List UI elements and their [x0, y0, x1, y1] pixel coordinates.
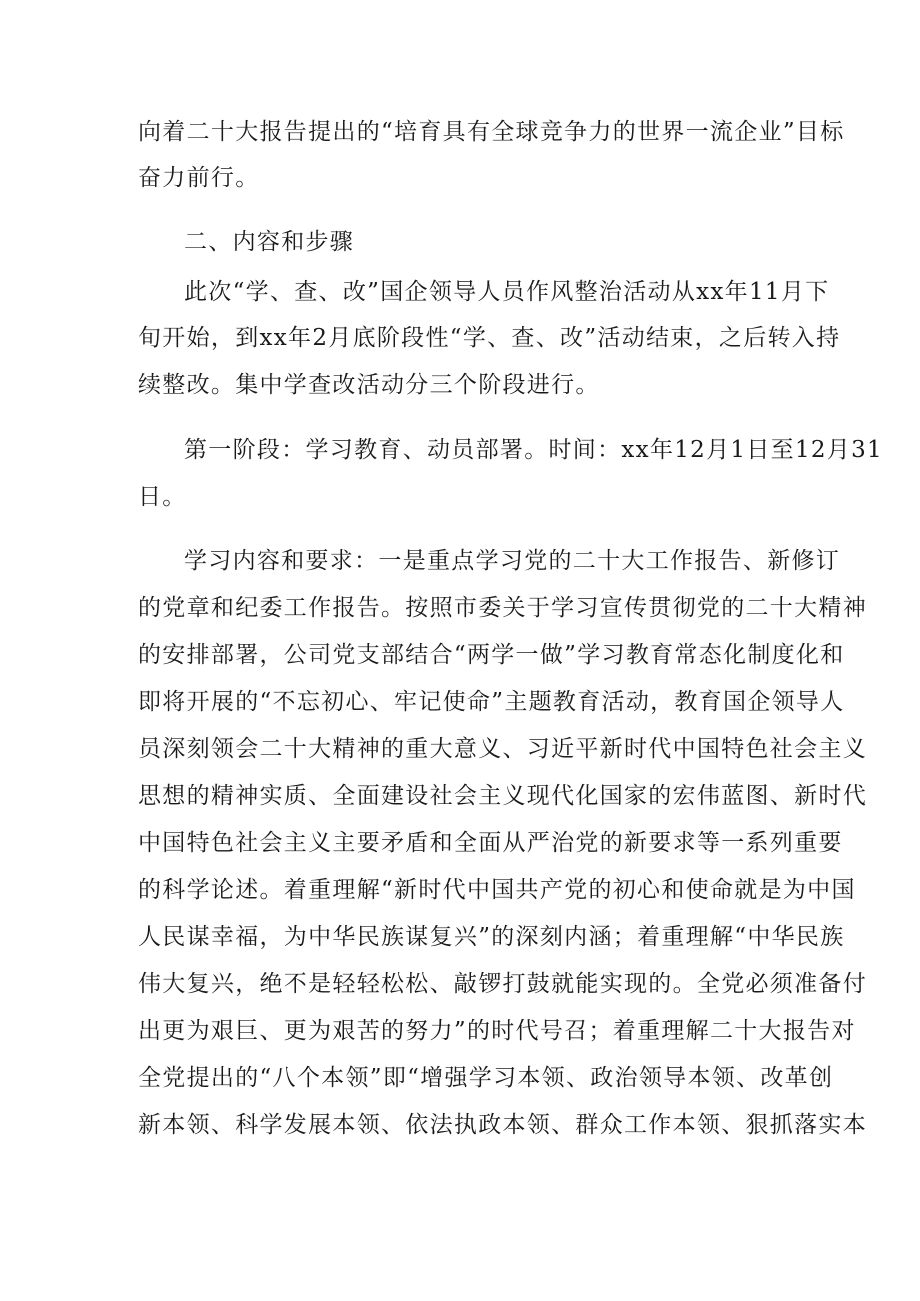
paragraph-line: 的党章和纪委工作报告。按照市委关于学习宣传贯彻党的二十大精神: [138, 595, 867, 621]
paragraph-line: 员深刻领会二十大精神的重大意义、习近平新时代中国特色社会主义: [138, 736, 867, 762]
paragraph-line: 的科学论述。着重理解“新时代中国共产党的初心和使命就是为中国: [138, 877, 856, 903]
paragraph-line: 人民谋幸福，为中华民族谋复兴”的深刻内涵；着重理解“中华民族: [138, 924, 845, 950]
paragraph-line: 旬开始，到xx年2月底阶段性“学、查、改”活动结束，之后转入持: [138, 325, 841, 351]
paragraph-line: 新本领、科学发展本领、依法执政本领、群众工作本领、狠抓落实本: [138, 1112, 867, 1138]
paragraph-line: 奋力前行。: [138, 165, 260, 191]
paragraph-line: 伟大复兴，绝不是轻轻松松、敲锣打鼓就能实现的。全党必须准备付: [138, 971, 867, 997]
paragraph-line: 此次“学、查、改”国企领导人员作风整治活动从xx年11月下: [184, 279, 830, 305]
paragraph-line: 第一阶段：学习教育、动员部署。时间：xx年12月1日至12月31: [184, 437, 883, 463]
paragraph-line: 即将开展的“不忘初心、牢记使命”主题教育活动，教育国企领导人: [138, 689, 845, 715]
paragraph-line: 的安排部署，公司党支部结合“两学一做”学习教育常态化制度化和: [138, 642, 845, 668]
paragraph-line: 中国特色社会主义主要矛盾和全面从严治党的新要求等一系列重要: [138, 830, 843, 856]
paragraph-line: 思想的精神实质、全面建设社会主义现代化国家的宏伟蓝图、新时代: [138, 783, 867, 809]
paragraph-line: 学习内容和要求：一是重点学习党的二十大工作报告、新修订: [184, 548, 841, 574]
paragraph-line: 续整改。集中学查改活动分三个阶段进行。: [138, 372, 600, 398]
section-heading: 二、内容和步骤: [184, 229, 355, 255]
paragraph-line: 出更为艰巨、更为艰苦的努力”的时代号召；着重理解二十大报告对: [138, 1018, 856, 1044]
paragraph-line: 向着二十大报告提出的“培育具有全球竞争力的世界一流企业”目标: [138, 119, 845, 145]
paragraph-line: 日。: [138, 484, 187, 510]
paragraph-line: 全党提出的“八个本领”即“增强学习本领、政治领导本领、改革创: [138, 1065, 834, 1091]
